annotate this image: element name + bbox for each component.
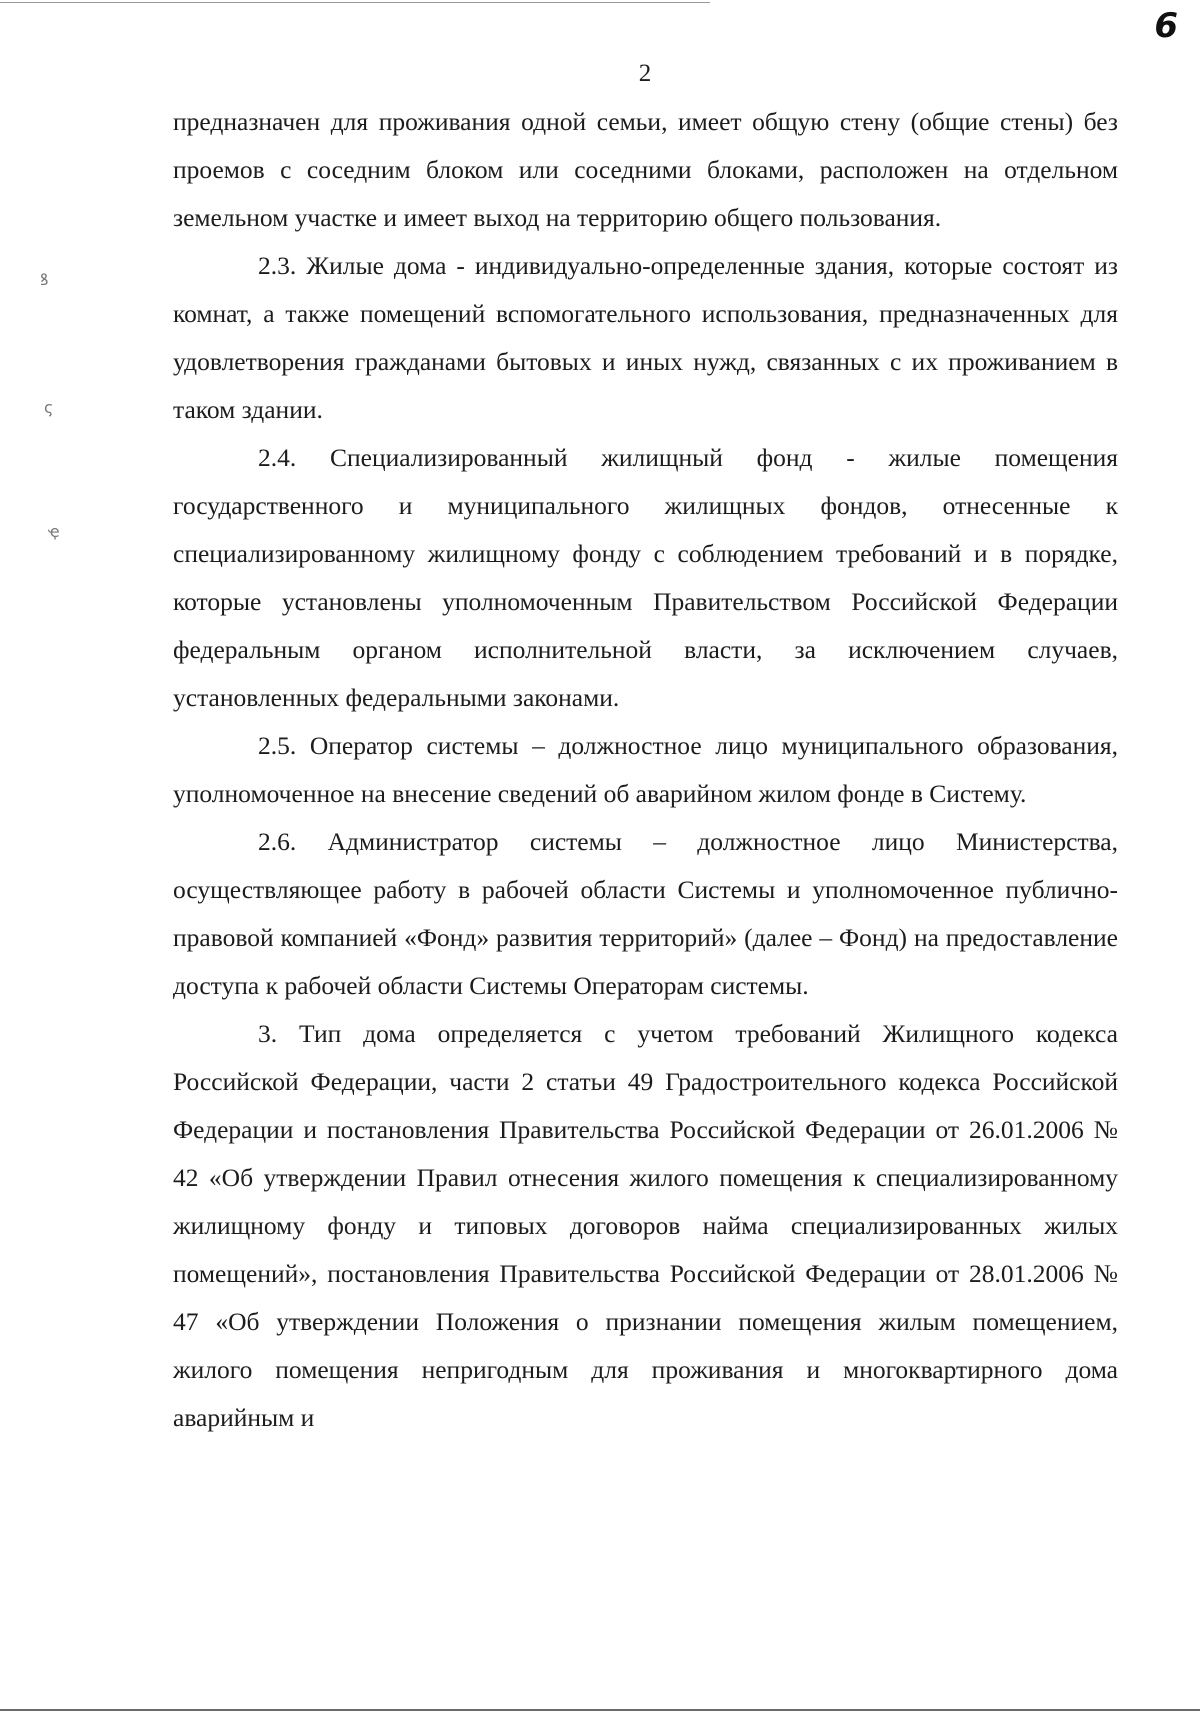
page-number: 2	[638, 60, 652, 87]
paragraph-3: 3. Тип дома определяется с учетом требований Жилищного кодекса Российской Федерации, части 2 статьи 49 Градостроительного кодекса Российской Федерации и постановления Правительства Российской Федерации от 26.01.2006 № 42 «Об утверждении Правил отнесения жилого помещения к специализированному жилищному фонду и типовых договоров найма специализированных жилых помещений», постановления Правительства Российской Федерации от 28.01.2006 № 47 «Об утверждении Положения о признании помещения жилым помещением, жилого помещения непригодным для проживания и многоквартирного дома аварийным и	[173, 1019, 1118, 1432]
scan-speck: ꝸ	[40, 270, 49, 289]
scan-speck: ς	[44, 398, 54, 417]
scan-speck: ҿ	[48, 522, 60, 541]
document-body	[173, 98, 1118, 1442]
scan-edge-bottom	[0, 1709, 1200, 1711]
paragraph-2-4: 2.4. Специализированный жилищный фонд - жилые помещения государственного и муниципального жилищных фондов, отнесенные к специализированному жилищному фонду с соблюдением требований и в порядке, которые установлены уполномоченным Правительством Российской Федерации федеральным органом исполнительной власти, за исключением случаев, установленных федеральными законами.	[173, 443, 1118, 712]
paragraph-continuation: предназначен для проживания одной семьи, имеет общую стену (общие стены) без проемов с соседним блоком или соседними блоками, расположен на отдельном земельном участке и имеет выход на территорию общего пользования.	[173, 107, 1118, 232]
paragraph-2-6: 2.6. Администратор системы – должностное лицо Министерства, осуществляющее работу в рабочей области Системы и уполномоченное публично-правовой компанией «Фонд» развития территорий» (далее – Фонд) на предоставление доступа к рабочей области Системы Операторам системы.	[173, 827, 1118, 1000]
paragraph-2-3: 2.3. Жилые дома - индивидуально-определенные здания, которые состоят из комнат, а также помещений вспомогательного использования, предназначенных для удовлетворения гражданами бытовых и иных нужд, связанных с их проживанием в таком здании.	[173, 251, 1118, 424]
paragraph-2-5: 2.5. Оператор системы – должностное лицо муниципального образования, уполномоченное на внесение сведений об аварийном жилом фонде в Систему.	[173, 731, 1118, 808]
scan-edge-top	[0, 2, 710, 3]
handwritten-page-mark: 6	[1154, 6, 1178, 46]
